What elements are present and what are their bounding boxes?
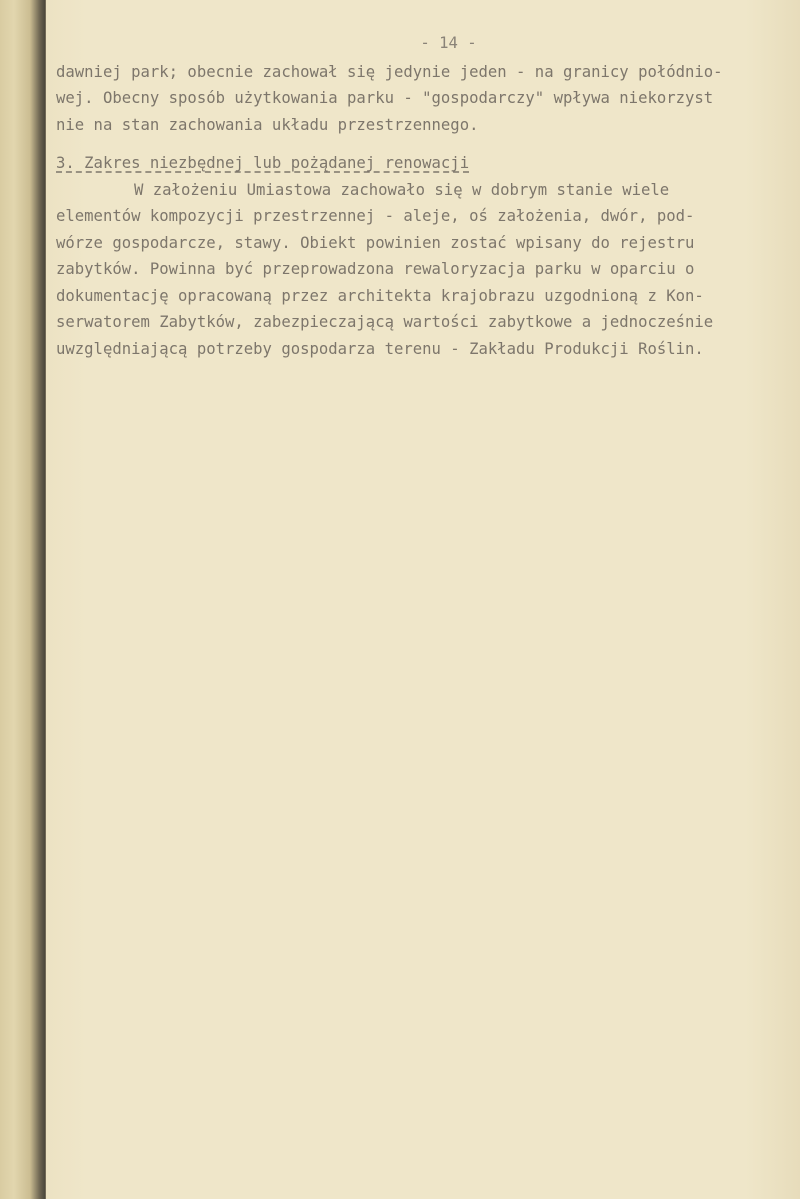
section-heading: 3. Zakres niezbędnej lub pożądanej renowacji <box>56 154 470 172</box>
text-line: W założeniu Umiastowa zachowało się w dobrym stanie wiele <box>134 180 670 199</box>
text-line: wej. Obecny sposób użytkowania parku - "gospodarczy" wpływa niekorzyst <box>56 89 714 107</box>
page-number: - 14 - <box>420 34 477 52</box>
text-line: uwzględniającą potrzeby gospodarza terenu - Zakładu Produkcji Roślin. <box>56 339 704 358</box>
text-line: elementów kompozycji przestrzennej - aleje, oś założenia, dwór, pod- <box>56 207 695 225</box>
text-line: dokumentację opracowaną przez architekta krajobrazu uzgodnioną z Kon- <box>56 286 704 305</box>
paragraph-park-use <box>56 59 791 139</box>
text-line: dawniej park; obecnie zachował się jedynie jeden - na granicy połódnio- <box>56 62 723 81</box>
paper-sheet <box>46 0 800 1199</box>
text-line: zabytków. Powinna być przeprowadzona rewaloryzacja parku w oparciu o <box>56 260 695 278</box>
text-line: serwatorem Zabytków, zabezpieczającą wartości zabytkowe a jednocześnie <box>56 313 714 331</box>
text-line: wórze gospodarcze, stawy. Obiekt powinien zostać wpisany do rejestru <box>56 233 695 252</box>
page-binding <box>0 0 46 1199</box>
document-body <box>56 30 791 362</box>
text-line: nie na stan zachowania układu przestrzennego. <box>56 115 479 134</box>
paragraph-renovation <box>56 177 791 363</box>
